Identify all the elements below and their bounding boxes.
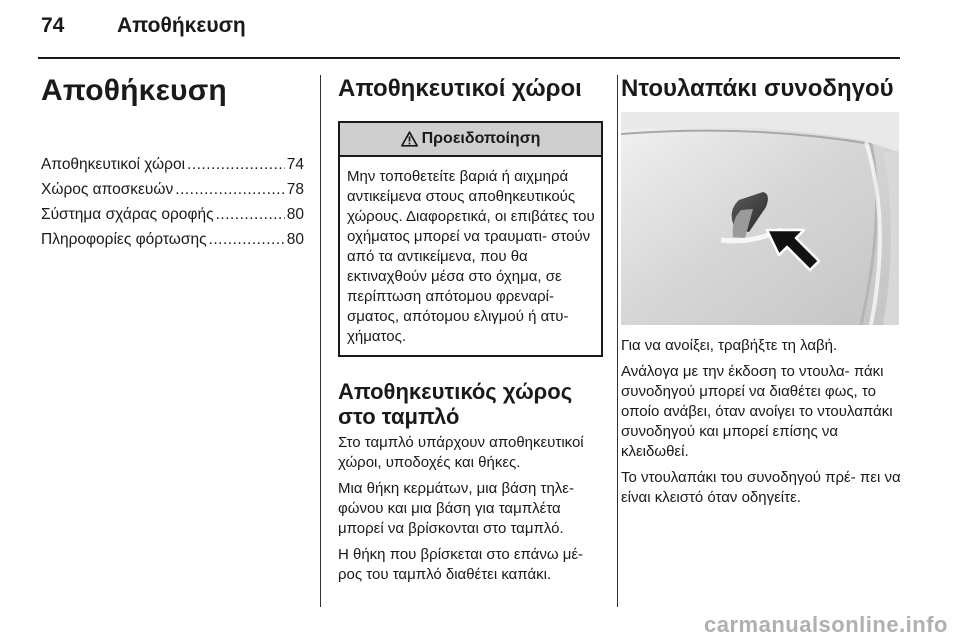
toc-entry[interactable] bbox=[41, 227, 304, 252]
paragraph: Για να ανοίξει, τραβήξτε τη λαβή. bbox=[621, 337, 838, 354]
toc-entry-page: 80 bbox=[286, 231, 304, 248]
toc-entry-label: Χώρος αποσκευών bbox=[41, 181, 174, 198]
warning-title: Προειδοποίηση bbox=[421, 130, 541, 147]
paragraph: Το ντουλαπάκι του συνοδηγού πρέ- πει να είναι κλειστό όταν οδηγείτε. bbox=[621, 469, 901, 506]
warning-text: Μην τοποθετείτε βαριά ή αιχμηρά αντικείμενα στους αποθηκευτικούς χώρους. Διαφορετικά, οι επιβάτες του οχήματος μπορεί να τραυματι- στούν από τα αντικείμενα, που θα εκτιναχθούν μέσα στο όχημα, σε περίπτωση απότομου φρεναρί- σματος, απότομου ελιγμού ή ατυ- χήματος. bbox=[347, 168, 595, 345]
toc-entry-label: Σύστημα σχάρας οροφής bbox=[41, 206, 214, 223]
column-divider bbox=[617, 75, 618, 607]
section-title: Ντουλαπάκι συνοδηγού bbox=[621, 75, 894, 102]
glovebox-column bbox=[621, 74, 903, 514]
toc-leader-dots bbox=[209, 227, 285, 252]
table-of-contents bbox=[41, 152, 304, 252]
column-divider bbox=[320, 75, 321, 607]
toc-entry-page: 78 bbox=[286, 181, 304, 198]
toc-entry[interactable] bbox=[41, 177, 304, 202]
toc-leader-dots bbox=[187, 152, 285, 177]
toc-entry-label: Πληροφορίες φόρτωσης bbox=[41, 231, 207, 248]
toc-entry-page: 74 bbox=[286, 156, 304, 173]
watermark: carmanualsonline.info bbox=[704, 612, 948, 637]
toc-leader-dots bbox=[216, 202, 285, 227]
toc-entry-label: Αποθηκευτικοί χώροι bbox=[41, 156, 186, 173]
running-header: Αποθήκευση bbox=[117, 14, 246, 37]
paragraph: Η θήκη που βρίσκεται στο επάνω μέ- ρος του ταμπλό διαθέτει καπάκι. bbox=[338, 546, 584, 583]
toc-entry[interactable] bbox=[41, 152, 304, 177]
toc-entry-page: 80 bbox=[286, 206, 304, 223]
paragraph: Μια θήκη κερμάτων, μια βάση τηλε- φώνου και μια βάση για ταμπλέτα μπορεί να βρίσκονται στο ταμπλό. bbox=[338, 480, 574, 537]
warning-box bbox=[338, 121, 603, 357]
glovebox-handle-illustration bbox=[621, 112, 899, 325]
paragraph: Ανάλογα με την έκδοση το ντουλα- πάκι συνοδηγού μπορεί να διαθέτει φως, το οποίο ανάβει, όταν ανοίγει το ντουλαπάκι συνοδηγού και μπορεί επίσης να κλειδωθεί. bbox=[621, 363, 893, 460]
warning-header bbox=[340, 123, 601, 157]
section-title: Αποθηκευτικοί χώροι bbox=[338, 75, 582, 102]
subsection-title: Αποθηκευτικός χώρος στο ταμπλό bbox=[338, 379, 573, 429]
chapter-title: Αποθήκευση bbox=[41, 74, 227, 107]
header-rule bbox=[38, 57, 900, 59]
chapter-column bbox=[41, 74, 304, 252]
paragraph: Στο ταμπλό υπάρχουν αποθηκευτικοί χώροι, υποδοχές και θήκες. bbox=[338, 434, 584, 471]
page-number: 74 bbox=[41, 14, 65, 37]
warning-triangle-icon bbox=[401, 131, 418, 147]
toc-entry[interactable] bbox=[41, 202, 304, 227]
toc-leader-dots bbox=[175, 177, 284, 202]
storage-column bbox=[338, 74, 603, 591]
